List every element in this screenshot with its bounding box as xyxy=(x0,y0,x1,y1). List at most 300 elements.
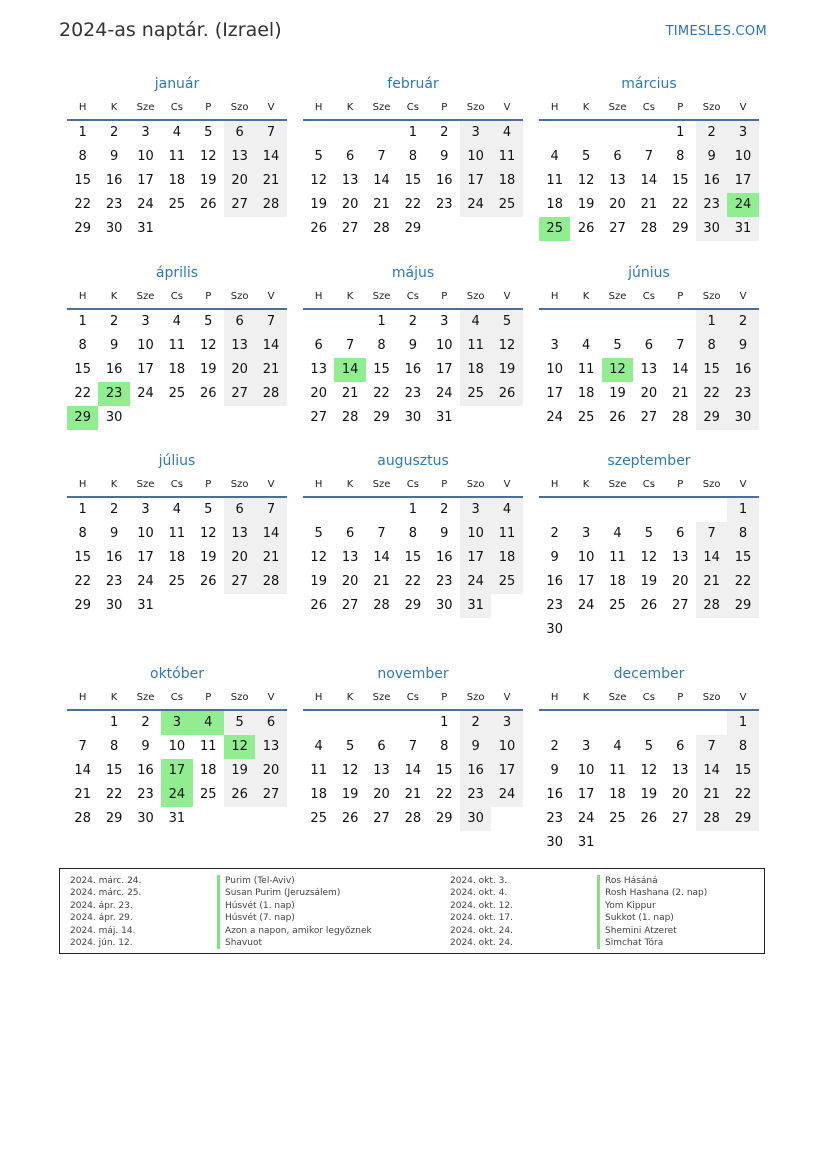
week-row xyxy=(67,594,287,618)
day-cell: 13 xyxy=(341,550,359,565)
empty-cell xyxy=(224,406,255,430)
day-cell: 15 xyxy=(727,546,758,570)
day-cell: 12 xyxy=(310,550,327,565)
day-cell: 15 xyxy=(74,362,91,377)
day-cell: 27 xyxy=(640,410,658,425)
weekday-header xyxy=(303,687,523,711)
weekday-label: Szo xyxy=(230,102,249,113)
empty-cell xyxy=(224,594,255,618)
day-cell: 28 xyxy=(696,807,727,831)
month-április xyxy=(67,261,287,430)
day-cell: 24 xyxy=(491,783,522,807)
day-cell: 28 xyxy=(255,193,286,217)
empty-cell xyxy=(491,406,522,430)
day-cell: 31 xyxy=(168,811,186,826)
week-row xyxy=(67,522,287,546)
day-cell: 7 xyxy=(676,338,685,353)
day-cell: 27 xyxy=(310,410,327,425)
holiday-row xyxy=(70,912,372,924)
day-cell: 16 xyxy=(137,763,154,778)
day-cell: 23 xyxy=(546,811,563,826)
day-cell: 9 xyxy=(696,145,727,169)
day-cell: 24 xyxy=(727,193,758,217)
weekday-label: K xyxy=(110,479,118,490)
empty-cell xyxy=(633,711,664,735)
day-cell: 29 xyxy=(67,406,98,430)
holiday-name: Rosh Hashana (2. nap) xyxy=(605,888,708,899)
weekday-label: Sze xyxy=(372,479,391,490)
day-cell: 1 xyxy=(78,125,87,140)
day-cell: 29 xyxy=(105,811,123,826)
day-cell: 14 xyxy=(671,362,689,377)
weekday-header xyxy=(303,286,523,310)
weekday-label: H xyxy=(550,102,559,113)
weekday-label: K xyxy=(346,692,354,703)
day-cell: 21 xyxy=(74,787,91,802)
day-cell: 21 xyxy=(255,169,286,193)
day-cell: 3 xyxy=(550,338,559,353)
week-row xyxy=(67,807,287,831)
weekday-label: Szo xyxy=(230,692,249,703)
holiday-marker xyxy=(217,875,220,887)
month-name: április xyxy=(155,265,199,281)
day-cell: 14 xyxy=(255,334,286,358)
day-cell: 15 xyxy=(727,759,758,783)
holiday-name: Azon a napon, amikor legyőznek xyxy=(225,925,372,936)
day-cell: 5 xyxy=(581,149,591,164)
day-cell: 14 xyxy=(373,550,390,565)
week-row xyxy=(67,358,287,382)
day-cell: 13 xyxy=(341,173,359,188)
weekday-header xyxy=(539,687,759,711)
holiday-name: Húsvét (1. nap) xyxy=(225,900,295,911)
week-row xyxy=(539,618,759,642)
empty-cell xyxy=(602,831,633,855)
empty-cell xyxy=(334,121,365,145)
day-cell: 19 xyxy=(199,550,217,565)
day-cell: 10 xyxy=(577,763,595,778)
day-cell: 7 xyxy=(345,338,355,353)
holiday-name: Yom Kippur xyxy=(605,900,656,911)
holiday-marker xyxy=(597,912,600,924)
empty-cell xyxy=(539,498,570,522)
day-cell: 17 xyxy=(137,173,154,188)
empty-cell xyxy=(602,618,633,642)
day-cell: 5 xyxy=(345,739,355,754)
day-cell: 18 xyxy=(168,550,186,565)
weekday-label: H xyxy=(314,102,323,113)
holiday-row xyxy=(70,925,372,937)
day-cell: 20 xyxy=(255,759,286,783)
weekday-label: Szo xyxy=(466,291,485,302)
day-cell: 8 xyxy=(696,334,727,358)
day-cell: 26 xyxy=(199,386,217,401)
day-cell: 18 xyxy=(491,169,522,193)
day-cell: 27 xyxy=(224,193,255,217)
day-cell: 1 xyxy=(109,715,119,730)
day-cell: 1 xyxy=(78,314,87,329)
weekday-label: V xyxy=(739,102,747,113)
empty-cell xyxy=(570,711,601,735)
holiday-name: Shavuot xyxy=(225,937,262,948)
day-cell: 7 xyxy=(255,121,286,145)
empty-cell xyxy=(255,406,286,430)
week-row xyxy=(67,570,287,594)
holiday-row xyxy=(450,900,707,912)
day-cell: 16 xyxy=(105,550,123,565)
day-cell: 4 xyxy=(314,739,323,754)
day-cell: 5 xyxy=(491,310,522,334)
day-cell: 6 xyxy=(345,526,355,541)
week-row xyxy=(303,193,523,217)
day-cell: 25 xyxy=(199,787,217,802)
day-cell: 16 xyxy=(105,173,123,188)
empty-cell xyxy=(491,594,522,618)
day-cell: 22 xyxy=(671,197,689,212)
empty-cell xyxy=(161,594,192,618)
day-cell: 6 xyxy=(224,498,255,522)
week-row xyxy=(303,522,523,546)
holiday-date: 2024. márc. 24. xyxy=(70,876,142,886)
empty-cell xyxy=(161,217,192,241)
week-row xyxy=(539,334,759,358)
day-cell: 5 xyxy=(613,338,622,353)
day-cell: 25 xyxy=(168,574,186,589)
day-cell: 12 xyxy=(640,550,658,565)
day-cell: 20 xyxy=(224,169,255,193)
weekday-label: P xyxy=(441,692,448,703)
day-cell: 11 xyxy=(609,550,626,565)
day-cell: 20 xyxy=(373,787,390,802)
day-cell: 12 xyxy=(577,173,595,188)
week-row xyxy=(303,783,523,807)
day-cell: 9 xyxy=(440,526,449,541)
page-title: 2024-as naptár. (Izrael) xyxy=(59,19,282,41)
empty-cell xyxy=(570,310,601,334)
weekday-label: P xyxy=(677,692,684,703)
empty-cell xyxy=(193,217,224,241)
empty-cell xyxy=(397,711,428,735)
weekday-label: K xyxy=(110,291,118,302)
weekday-header xyxy=(303,474,523,498)
weekday-label: Sze xyxy=(372,102,391,113)
day-cell: 1 xyxy=(727,498,758,522)
week-row xyxy=(67,334,287,358)
day-cell: 22 xyxy=(404,574,422,589)
month-name: március xyxy=(621,76,677,92)
week-row xyxy=(303,735,523,759)
day-cell: 1 xyxy=(408,502,417,517)
empty-cell xyxy=(665,498,696,522)
day-cell: 26 xyxy=(199,197,217,212)
day-cell: 13 xyxy=(224,334,255,358)
weekday-label: K xyxy=(346,479,354,490)
empty-cell xyxy=(67,711,98,735)
holiday-date: 2024. okt. 24. xyxy=(450,937,513,948)
day-cell: 31 xyxy=(460,594,491,618)
day-cell: 28 xyxy=(341,410,359,425)
day-cell: 9 xyxy=(440,149,449,164)
day-cell: 2 xyxy=(408,314,417,329)
month-június xyxy=(539,261,759,430)
day-cell: 6 xyxy=(255,711,286,735)
day-cell: 17 xyxy=(161,759,192,783)
empty-cell xyxy=(303,121,334,145)
day-cell: 25 xyxy=(491,570,522,594)
weekday-label: H xyxy=(78,692,87,703)
holiday-name: Shemini Atzeret xyxy=(605,925,677,936)
day-cell: 4 xyxy=(550,149,559,164)
day-cell: 19 xyxy=(199,362,217,377)
weekday-label: Sze xyxy=(372,692,391,703)
month-name: október xyxy=(150,666,204,682)
empty-cell xyxy=(130,406,161,430)
empty-cell xyxy=(665,831,696,855)
day-cell: 2 xyxy=(696,121,727,145)
weekday-label: K xyxy=(582,479,590,490)
day-cell: 22 xyxy=(74,386,91,401)
week-row xyxy=(303,807,523,831)
empty-cell xyxy=(491,217,522,241)
weekday-label: K xyxy=(582,692,590,703)
day-cell: 20 xyxy=(224,546,255,570)
week-row xyxy=(303,406,523,430)
day-cell: 6 xyxy=(644,338,653,353)
day-cell: 12 xyxy=(491,334,522,358)
day-cell: 3 xyxy=(581,739,591,754)
weekday-label: V xyxy=(267,479,275,490)
empty-cell xyxy=(460,406,491,430)
month-július xyxy=(67,449,287,618)
day-cell: 7 xyxy=(696,735,727,759)
week-row xyxy=(539,735,759,759)
weekday-label: V xyxy=(267,692,275,703)
day-cell: 2 xyxy=(109,314,119,329)
holiday-row xyxy=(70,875,372,887)
day-cell: 10 xyxy=(137,149,154,164)
empty-cell xyxy=(602,498,633,522)
weekday-label: P xyxy=(677,291,684,302)
holiday-date: 2024. okt. 17. xyxy=(450,913,513,924)
empty-cell xyxy=(193,406,224,430)
weekday-label: Szo xyxy=(466,102,485,113)
day-cell: 2 xyxy=(727,310,758,334)
day-cell: 24 xyxy=(460,570,491,594)
day-cell: 21 xyxy=(373,574,390,589)
day-cell: 9 xyxy=(408,338,417,353)
day-cell: 11 xyxy=(168,526,186,541)
week-row xyxy=(303,217,523,241)
day-cell: 8 xyxy=(408,526,417,541)
weekday-header xyxy=(67,97,287,121)
day-cell: 23 xyxy=(105,197,123,212)
holiday-marker xyxy=(217,887,220,899)
weekday-label: Szo xyxy=(230,291,249,302)
week-row xyxy=(67,406,287,430)
day-cell: 18 xyxy=(310,787,327,802)
day-cell: 15 xyxy=(373,362,390,377)
day-cell: 9 xyxy=(550,550,559,565)
weekday-label: Cs xyxy=(406,291,419,302)
day-cell: 14 xyxy=(255,522,286,546)
day-cell: 10 xyxy=(546,362,563,377)
empty-cell xyxy=(665,618,696,642)
day-cell: 5 xyxy=(314,526,323,541)
day-cell: 18 xyxy=(609,574,626,589)
day-cell: 8 xyxy=(377,338,386,353)
month-name: július xyxy=(158,453,196,469)
day-cell: 15 xyxy=(74,173,91,188)
day-cell: 1 xyxy=(696,310,727,334)
day-cell: 11 xyxy=(546,173,563,188)
holiday-date: 2024. ápr. 29. xyxy=(70,913,133,924)
day-cell: 10 xyxy=(435,338,453,353)
week-row xyxy=(67,498,287,522)
weekday-label: V xyxy=(503,291,511,302)
empty-cell xyxy=(633,618,664,642)
day-cell: 24 xyxy=(460,193,491,217)
day-cell: 29 xyxy=(671,221,689,236)
day-cell: 6 xyxy=(377,739,386,754)
week-row xyxy=(303,169,523,193)
empty-cell xyxy=(224,807,255,831)
day-cell: 17 xyxy=(460,546,491,570)
holiday-row xyxy=(70,900,372,912)
weekday-label: V xyxy=(503,102,511,113)
day-cell: 11 xyxy=(460,334,491,358)
day-cell: 20 xyxy=(341,574,359,589)
day-cell: 26 xyxy=(577,221,595,236)
day-cell: 6 xyxy=(224,121,255,145)
week-row xyxy=(67,546,287,570)
day-cell: 21 xyxy=(696,783,727,807)
day-cell: 24 xyxy=(577,811,595,826)
week-row xyxy=(67,145,287,169)
day-cell: 28 xyxy=(696,594,727,618)
day-cell: 26 xyxy=(310,221,327,236)
week-row xyxy=(67,169,287,193)
empty-cell xyxy=(255,217,286,241)
day-cell: 16 xyxy=(460,759,491,783)
day-cell: 25 xyxy=(539,217,570,241)
day-cell: 4 xyxy=(613,739,622,754)
day-cell: 30 xyxy=(460,807,491,831)
week-row xyxy=(67,310,287,334)
weekday-label: Cs xyxy=(642,479,655,490)
day-cell: 28 xyxy=(373,598,390,613)
day-cell: 5 xyxy=(204,125,213,140)
day-cell: 21 xyxy=(671,386,689,401)
day-cell: 11 xyxy=(199,739,217,754)
day-cell: 18 xyxy=(199,763,217,778)
day-cell: 19 xyxy=(310,197,327,212)
empty-cell xyxy=(633,121,664,145)
empty-cell xyxy=(602,711,633,735)
day-cell: 18 xyxy=(491,546,522,570)
day-cell: 23 xyxy=(460,783,491,807)
empty-cell xyxy=(366,711,397,735)
day-cell: 23 xyxy=(546,598,563,613)
weekday-label: Szo xyxy=(466,479,485,490)
week-row xyxy=(303,570,523,594)
day-cell: 27 xyxy=(255,783,286,807)
day-cell: 27 xyxy=(341,598,359,613)
day-cell: 14 xyxy=(373,173,390,188)
day-cell: 11 xyxy=(577,362,595,377)
day-cell: 28 xyxy=(373,221,390,236)
empty-cell xyxy=(334,498,365,522)
day-cell: 16 xyxy=(435,550,453,565)
day-cell: 12 xyxy=(640,763,658,778)
empty-cell xyxy=(193,807,224,831)
week-row xyxy=(539,193,759,217)
day-cell: 1 xyxy=(727,711,758,735)
weekday-label: Sze xyxy=(608,102,627,113)
day-cell: 4 xyxy=(613,526,622,541)
day-cell: 19 xyxy=(640,787,658,802)
day-cell: 29 xyxy=(373,410,390,425)
week-row xyxy=(539,358,759,382)
day-cell: 12 xyxy=(199,338,217,353)
weekday-label: Szo xyxy=(702,479,721,490)
holiday-name: Susan Purim (Jeruzsálem) xyxy=(225,888,341,899)
weekday-header xyxy=(67,474,287,498)
day-cell: 10 xyxy=(137,526,154,541)
weekday-label: Szo xyxy=(702,102,721,113)
day-cell: 3 xyxy=(581,526,591,541)
day-cell: 24 xyxy=(137,574,154,589)
month-name: május xyxy=(391,265,435,281)
day-cell: 17 xyxy=(137,362,154,377)
weekday-label: V xyxy=(739,291,747,302)
week-row xyxy=(539,498,759,522)
month-name: január xyxy=(154,76,200,92)
weekday-label: V xyxy=(739,479,747,490)
holiday-row xyxy=(450,937,707,949)
empty-cell xyxy=(539,121,570,145)
day-cell: 16 xyxy=(546,787,563,802)
day-cell: 2 xyxy=(550,739,559,754)
day-cell: 11 xyxy=(491,522,522,546)
day-cell: 19 xyxy=(491,358,522,382)
day-cell: 26 xyxy=(491,382,522,406)
empty-cell xyxy=(255,594,286,618)
weekday-label: Cs xyxy=(406,692,419,703)
empty-cell xyxy=(303,711,334,735)
month-december xyxy=(539,662,759,855)
day-cell: 18 xyxy=(546,197,563,212)
holiday-name: Ros Hásáná xyxy=(605,876,658,886)
weekday-label: Sze xyxy=(136,291,155,302)
day-cell: 29 xyxy=(435,811,453,826)
month-március xyxy=(539,72,759,241)
day-cell: 26 xyxy=(341,811,359,826)
day-cell: 13 xyxy=(609,173,626,188)
weekday-label: H xyxy=(78,102,87,113)
day-cell: 3 xyxy=(491,711,522,735)
day-cell: 16 xyxy=(696,169,727,193)
day-cell: 21 xyxy=(341,386,359,401)
brand-logo-text[interactable]: TIMESLES.COM xyxy=(665,24,767,39)
day-cell: 23 xyxy=(105,574,123,589)
day-cell: 19 xyxy=(609,386,626,401)
weekday-header xyxy=(67,687,287,711)
day-cell: 11 xyxy=(491,145,522,169)
weekday-header xyxy=(67,286,287,310)
week-row xyxy=(539,522,759,546)
day-cell: 21 xyxy=(640,197,658,212)
month-name: június xyxy=(628,265,670,281)
